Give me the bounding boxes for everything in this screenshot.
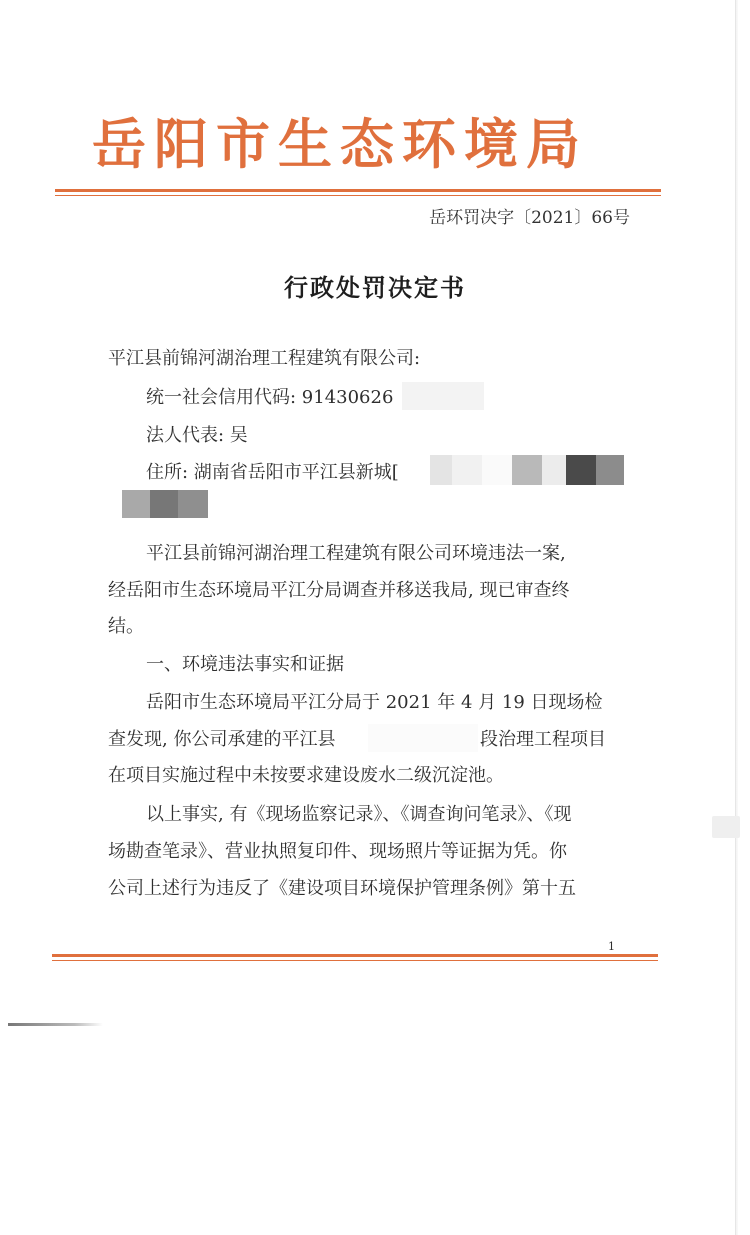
paragraph-3-line-1: 以上事实, 有《现场监察记录》、《调查询问笔录》、《现	[146, 804, 572, 825]
document-number: 岳环罚决字〔2021〕66号	[429, 208, 630, 228]
paragraph-2-line-2b: 段治理工程项目	[480, 729, 606, 750]
redaction-block	[402, 382, 484, 410]
recipient-name: 平江县前锦河湖治理工程建筑有限公司:	[108, 348, 421, 369]
section-heading-1: 一、环境违法事实和证据	[146, 654, 344, 675]
paragraph-3-line-3: 公司上述行为违反了《建设项目环境保护管理条例》第十五	[108, 878, 576, 899]
paragraph-2-line-2a: 查发现, 你公司承建的平江县	[108, 729, 336, 750]
scan-artifact	[712, 816, 740, 838]
footer-rule-thin	[52, 960, 658, 961]
redaction-mosaic	[512, 455, 542, 485]
redaction-mosaic	[150, 490, 178, 518]
paragraph-2-line-1: 岳阳市生态环境局平江分局于 2021 年 4 月 19 日现场检	[146, 692, 603, 713]
redaction-mosaic	[122, 490, 150, 518]
redaction-block	[368, 724, 478, 752]
redaction-mosaic	[566, 455, 596, 485]
paragraph-3-line-2: 场勘查笔录》、营业执照复印件、现场照片等证据为凭。你	[108, 841, 567, 862]
paragraph-1-line-3: 结。	[108, 616, 144, 637]
document-title: 行政处罚决定书	[284, 273, 466, 302]
address: 住所: 湖南省岳阳市平江县新城[	[146, 462, 399, 483]
scan-artifact	[8, 1023, 103, 1026]
redaction-mosaic	[452, 455, 482, 485]
redaction-mosaic	[430, 455, 452, 485]
redaction-mosaic	[482, 455, 512, 485]
page-edge-shadow	[736, 0, 738, 1235]
credit-code: 统一社会信用代码: 91430626	[146, 387, 394, 408]
redaction-mosaic	[542, 455, 566, 485]
paragraph-1-line-1: 平江县前锦河湖治理工程建筑有限公司环境违法一案,	[146, 543, 566, 564]
paragraph-2-line-3: 在项目实施过程中未按要求建设废水二级沉淀池。	[108, 765, 504, 786]
redaction-mosaic	[596, 455, 624, 485]
header-rule-thin	[55, 195, 661, 196]
paragraph-1-line-2: 经岳阳市生态环境局平江分局调查并移送我局, 现已审查终	[108, 580, 570, 601]
redaction-mosaic	[178, 490, 208, 518]
page-number: 1	[608, 940, 615, 953]
header-rule-thick	[55, 189, 661, 192]
page-edge	[735, 0, 736, 1235]
agency-title: 岳阳市生态环境局	[92, 112, 588, 176]
footer-rule-thick	[52, 954, 658, 957]
legal-representative: 法人代表: 吴	[146, 425, 248, 446]
